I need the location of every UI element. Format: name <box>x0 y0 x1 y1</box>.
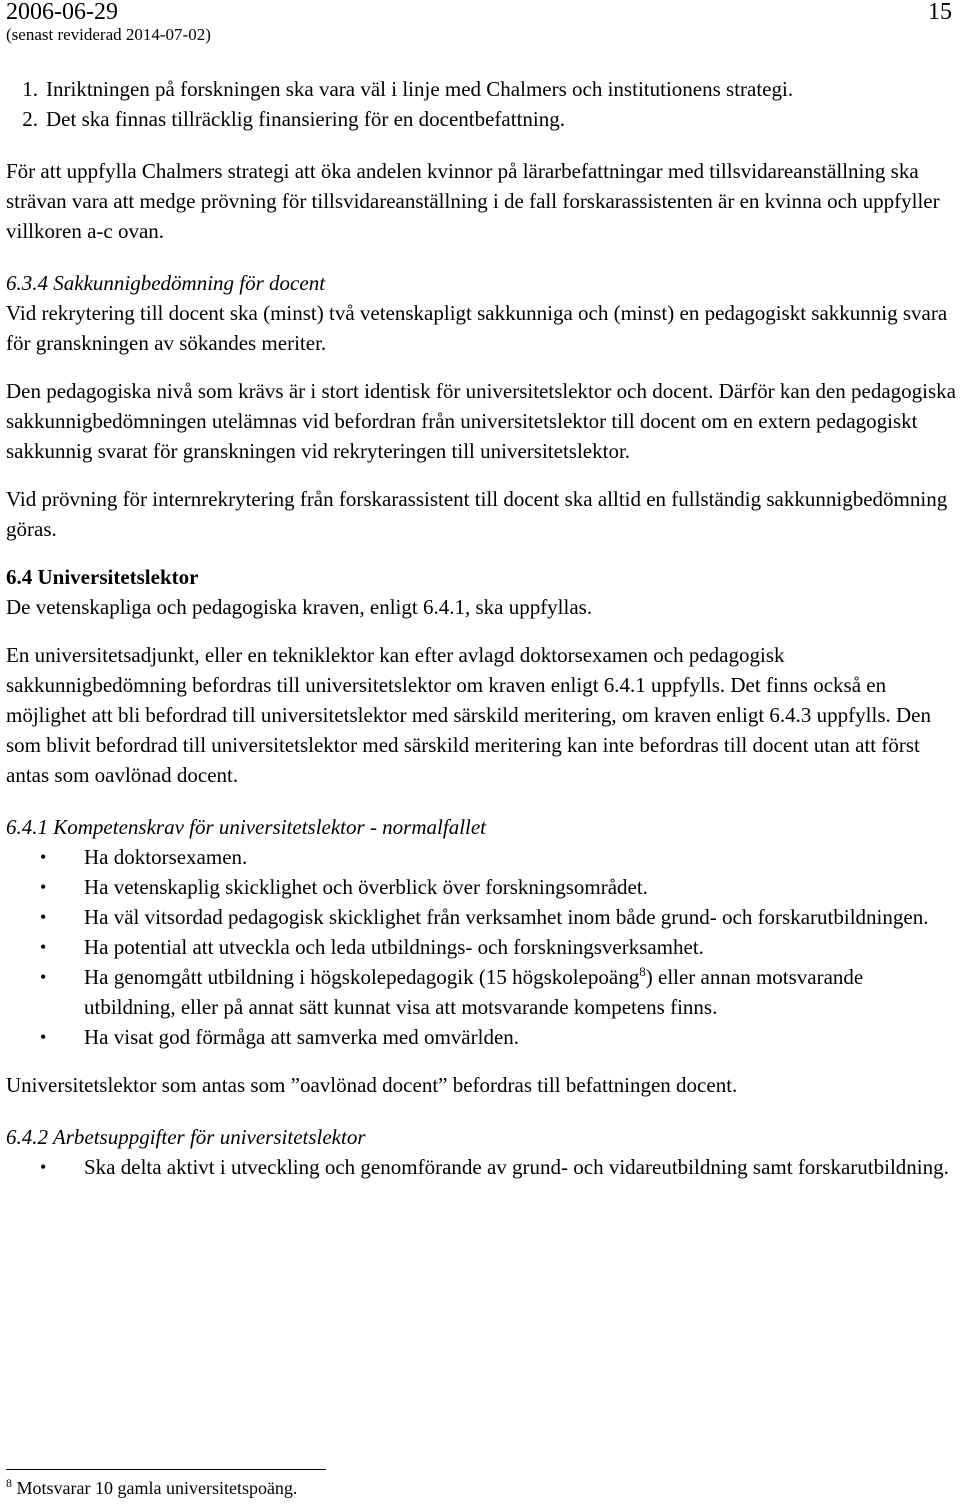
strategy-paragraph: För att uppfylla Chalmers strategi att öka andelen kvinnor på lärarbefattningar med tillsvidareanställning ska strävan vara att medge prövning för tillsvidareanställning i de fall forskarassistenten är en kvinna och uppfyller villkoren a-c ovan. <box>6 159 940 243</box>
list-item <box>6 842 956 872</box>
list-item <box>6 932 956 962</box>
heading-text: 6.4 Universitetslektor <box>6 565 199 589</box>
page-number: 15 <box>928 0 952 25</box>
numbered-list <box>6 74 956 134</box>
header-revised: (senast reviderad 2014-07-02) <box>6 25 211 44</box>
list-item <box>6 872 956 902</box>
footnote-separator <box>6 1469 326 1470</box>
list-item <box>6 1022 956 1052</box>
list-item-text: ) eller annan motsvarande utbildning, eller på annat sätt kunnat visa att motsvarande kompetens finns. <box>84 965 864 1019</box>
footnote <box>6 1476 297 1500</box>
paragraph: Vid rekrytering till docent ska (minst) två vetenskapligt sakkunniga och (minst) en pedagogiskt sakkunnig svara för granskningen av sökandes meriter. <box>6 301 948 355</box>
paragraph: En universitetsadjunkt, eller en tekniklektor kan efter avlagd doktorsexamen och pedagogisk sakkunnigbedömning befordras till universitetslektor om kraven enligt 6.4.1 uppfylls. Det finns också en möjlighet att bli befordrad till universitetslektor med särskild meritering, om kraven enligt 6.4.3 uppfylls. Den som blivit befordrad till universitetslektor med särskild meritering kan inte befordras till docent utan att först antas som oavlönad docent. <box>6 643 931 787</box>
paragraph: Den pedagogiska nivå som krävs är i stort identisk för universitetslektor och docent. Därför kan den pedagogiska sakkunnigbedömningen utelämnas vid befordran från universitetslektor till docent om en extern pedagogiskt sakkunnig svarat för granskningen vid rekryteringen till universitetslektor. <box>6 379 956 463</box>
list-item-number: 1. <box>22 77 38 101</box>
list-item-number: 2. <box>22 107 38 131</box>
section-heading-6-4-1 <box>6 812 956 842</box>
list-item-text: Ha vetenskaplig skicklighet och överblick över forskningsområdet. <box>84 875 648 899</box>
heading-text: 6.3.4 Sakkunnigbedömning för docent <box>6 271 326 295</box>
list-item-text: Ska delta aktivt i utveckling och genomförande av grund- och vidareutbildning samt forskarutbildning. <box>84 1155 949 1179</box>
bullet-icon: • <box>40 967 47 987</box>
duties-list <box>6 1152 956 1182</box>
bullet-icon: • <box>40 907 47 927</box>
requirements-list <box>6 842 956 1052</box>
list-item-text: Det ska finnas tillräcklig finansiering för en docentbefattning. <box>46 107 566 131</box>
list-item <box>6 74 956 104</box>
footnote-number: 8 <box>6 1476 12 1490</box>
list-item-text: Ha potential att utveckla och leda utbildnings- och forskningsverksamhet. <box>84 935 704 959</box>
list-item-text: Inriktningen på forskningen ska vara väl i linje med Chalmers och institutionens strategi. <box>46 77 794 101</box>
list-item <box>6 962 956 1022</box>
list-item-text: Ha genomgått utbildning i högskolepedagogik (15 högskolepoäng <box>84 965 640 989</box>
list-item <box>6 1152 956 1182</box>
bullet-icon: • <box>40 877 47 897</box>
heading-text: 6.4.1 Kompetenskrav för universitetslektor - normalfallet <box>6 815 487 839</box>
list-item <box>6 902 956 932</box>
list-item-text: Ha visat god förmåga att samverka med omvärlden. <box>84 1025 520 1049</box>
header-date: 2006-06-29 <box>6 0 118 25</box>
footnote-text: Motsvarar 10 gamla universitetspoäng. <box>16 1478 298 1498</box>
section-heading-6-3-4 <box>6 268 956 298</box>
bullet-icon: • <box>40 937 47 957</box>
document-body <box>6 74 956 1182</box>
bullet-icon: • <box>40 847 47 867</box>
list-item-text: Ha väl vitsordad pedagogisk skicklighet från verksamhet inom både grund- och forskarutbildningen. <box>84 905 929 929</box>
section-heading-6-4-2 <box>6 1122 956 1152</box>
list-item <box>6 104 956 134</box>
footnote-ref: 8 <box>639 964 646 979</box>
bullet-icon: • <box>40 1027 47 1047</box>
paragraph: De vetenskapliga och pedagogiska kraven, enligt 6.4.1, ska uppfyllas. <box>6 595 593 619</box>
paragraph: Vid prövning för internrekrytering från forskarassistent till docent ska alltid en fullständig sakkunnigbedömning göras. <box>6 487 948 541</box>
heading-text: 6.4.2 Arbetsuppgifter för universitetslektor <box>6 1125 366 1149</box>
paragraph: Universitetslektor som antas som ”oavlönad docent” befordras till befattningen docent. <box>6 1073 738 1097</box>
list-item-text: Ha doktorsexamen. <box>84 845 248 869</box>
section-heading-6-4 <box>6 562 956 592</box>
bullet-icon: • <box>40 1157 47 1177</box>
